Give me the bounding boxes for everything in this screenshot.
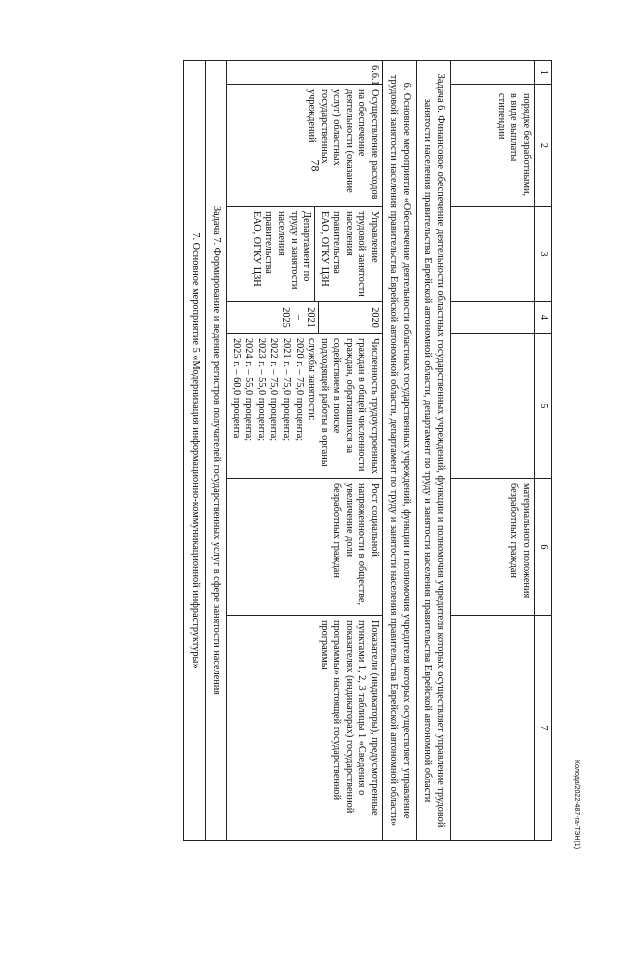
header-cell-3: 3 (535, 207, 552, 302)
header-cell-2: 2 (535, 85, 552, 207)
row-661-number: 6.6.1 (227, 61, 383, 85)
event6-text: 6. Основное мероприятие «Обеспечение деятельности областных государственных учреждений, функции и полномочия учредителя которых осуществляет управление трудовой занятости населения правительства Еврейской автономной области, департамент по труду и занятости населения правительства Еврейской автономной области» (382, 61, 416, 841)
continuation-row (451, 61, 535, 841)
task6-row (416, 61, 450, 841)
cont-cell-2: порядке безработными, в виде выплаты стипендии (451, 85, 535, 207)
task6-text: Задача 6. Финансовое обеспечение деятельности областных государственных учреждений, функции и полномочия учредителя которых осуществляет управление трудовой занятости населения правительства Еврейской автономной области, департамент по труду и занятости населения правительства Еврейской автономной области (416, 61, 450, 841)
indicator-2022: 2022 г. – 75,0 процента; (268, 338, 280, 442)
cont-cell-3 (451, 207, 535, 302)
indicator-2023: 2023 г. – 55,0 процента; (255, 338, 267, 442)
program-table (183, 60, 552, 841)
period-2020: 2020 (318, 302, 382, 333)
cont-cell-4 (451, 302, 535, 334)
header-cell-5: 5 (535, 334, 552, 479)
event7-text: 7. Основное мероприятие 5 «Модернизация информационно-коммуникационной инфраструктуры» (184, 61, 206, 841)
indicator-intro: Численность трудоустроенных граждан в общей численности граждан, обратившихся за содействием в поиске подходящей работы в органы службы занятости: (306, 338, 380, 474)
task7-row (205, 61, 227, 841)
indicator-2020: 2020 г. – 75,0 процента; (293, 338, 305, 442)
indicator-2025: 2025 г. – 60,0 процента (230, 338, 242, 439)
row-661-name: Осуществление расходов на обеспечение деятельности (оказание услуг) областных государственных учреждений (227, 85, 383, 207)
event6-row (382, 61, 416, 841)
header-cell-6: 6 (535, 479, 552, 616)
row-661-periods (227, 302, 383, 334)
row-661-executors (227, 207, 383, 302)
rotated-table-container (122, 60, 552, 840)
cont-cell-5 (451, 334, 535, 479)
header-cell-7: 7 (535, 616, 552, 841)
header-row (535, 61, 552, 841)
cont-cell-7 (451, 616, 535, 841)
indicator-2024: 2024 г. – 55,0 процента; (243, 338, 255, 442)
task7-text: Задача 7. Формирование и ведение регистров получателей государственных услуг в сфере занятости населения (205, 61, 227, 841)
row-661-indicators (227, 334, 383, 479)
row-661-consequences: Рост социальной напряженности в обществе, увеличение доли безработных граждан (227, 479, 383, 616)
cont-cell-6: материального положения безработных граждан (451, 479, 535, 616)
cont-cell-1 (451, 61, 535, 85)
row-661-links: Показатели (индикаторы), предусмотренные пунктами 1, 2, 3 таблицы 1 «Сведения о показателях (индикаторах) государственной программы» настоящей государственной программы (227, 616, 383, 841)
event7-row (184, 61, 206, 841)
period-2021-2025: 2021 – 2025 (280, 307, 317, 328)
executor-2020: Управление трудовой занятости населения правительства ЕАО, ОГКУ ЦЗН (314, 207, 382, 301)
row-6-6-1 (227, 61, 383, 841)
indicator-2021: 2021 г. – 75,0 процента; (280, 338, 292, 442)
document-code: Колода/2022-487-ra-ТЭН(1) (573, 760, 580, 850)
header-cell-1: 1 (535, 61, 552, 85)
header-cell-4: 4 (535, 302, 552, 334)
page-number: 78 (308, 159, 323, 172)
executor-2021-2025: Департамент по труду и занятости населения правительства ЕАО, ОГКУ ЦЗН (250, 211, 313, 290)
